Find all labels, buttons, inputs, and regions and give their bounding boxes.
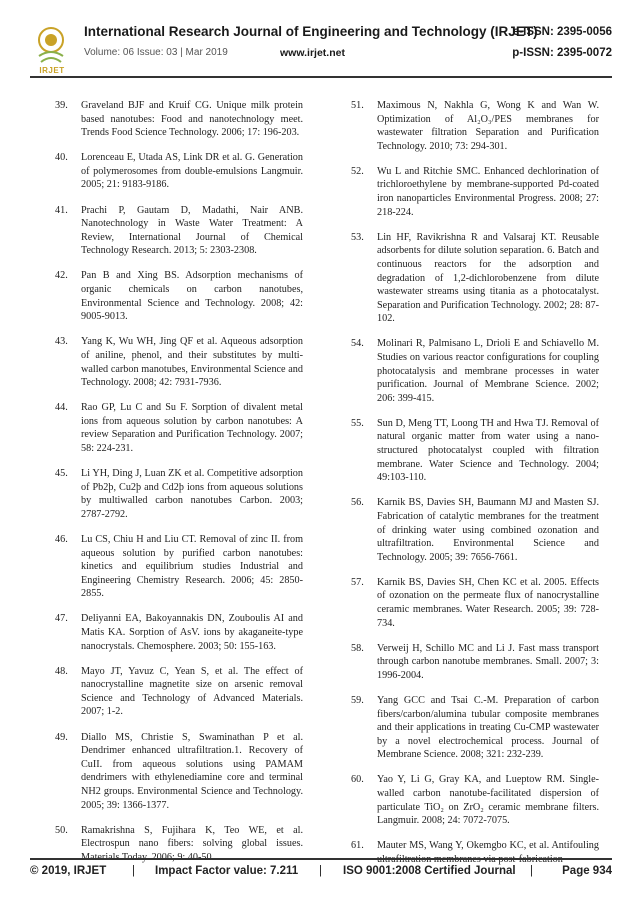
reference-number: 44. [55, 402, 68, 414]
journal-title: International Research Journal of Engineering and Technology (IRJET) [84, 24, 538, 39]
reference-item [351, 839, 599, 866]
reference-text: Rao GP, Lu C and Su F. Sorption of divalent metal ions from aqueous solution by carbon nanotubes: A review Separation and Purification Technology. 2007; 58: 224-231. [81, 402, 303, 454]
reference-item [55, 612, 303, 653]
footer-separator: | [530, 865, 533, 877]
reference-number: 39. [55, 100, 68, 111]
reference-text: Graveland BJF and Kruif CG. Unique milk protein based nanotubes: Food and nanotechnology meet. Trends Food Science Technology. 2006; 17: 196-203. [81, 100, 303, 139]
reference-number: 52. [351, 165, 364, 177]
irjet-logo-icon [36, 26, 66, 66]
reference-item [351, 496, 599, 564]
footer-divider [30, 858, 612, 860]
reference-text: Karnik BS, Davies SH, Baumann MJ and Masten SJ. Fabrication of catalytic membranes for the treatment of drinking water using combined ozonation and ultrafiltration. Environmental Science and Technology. 2005; 39: 7656-7661. [377, 497, 599, 563]
reference-number: 57. [351, 576, 364, 588]
reference-text: Pan B and Xing BS. Adsorption mechanisms of organic chemicals on carbon nanotubes, Environmental Science and Technology. 2008; 42: 9005-9013. [81, 270, 303, 323]
reference-text: Prachi P, Gautam D, Madathi, Nair ANB. Nanotechnology in Waste Water Treatment: A Review, International Journal of Chemical Technology Research. 2013; 5: 2303-2308. [81, 204, 303, 257]
reference-text: Wu L and Ritchie SMC. Enhanced dechlorination of trichloroethylene by membrane-supported Pd-coated iron nanoparticles Environmental Progress. 2008; 27: 218-224. [377, 165, 599, 218]
e-issn: e-ISSN: 2395-0056 [512, 26, 612, 38]
reference-text: Yang GCC and Tsai C.-M. Preparation of carbon fibers/carbon/alumina tubular composite membranes and their applications in treating Cu-CMP wastewater by a novel electrochemical process. Journal of Membrane Science. 2008; 321: 232-239. [377, 694, 599, 761]
reference-number: 47. [55, 613, 68, 625]
page-footer [30, 865, 612, 885]
reference-text: Karnik BS, Davies SH, Chen KC et al. 2005. Effects of ozonation on the permeate flux of nanocrystalline ceramic membranes. Water Research. 2005; 39: 728-734. [377, 576, 599, 629]
reference-number: 40. [55, 152, 68, 164]
references-column-right [351, 99, 599, 878]
reference-item [55, 335, 303, 389]
page-header [30, 18, 612, 82]
reference-item [55, 269, 303, 323]
reference-text: Maximous N, Nakhla G, Wong K and Wan W. Optimization of Al₂O₃/PES membranes for wastewater filtration Separation and Purification Technology. 2010; 73: 294-301. [377, 100, 599, 152]
reference-item [55, 204, 303, 258]
reference-item [55, 533, 303, 601]
reference-text: Verweij H, Schillo MC and Li J. Fast mass transport through carbon nanotube membranes. Small. 2007; 3: 1996-2004. [377, 642, 599, 681]
reference-text: Lorenceau E, Utada AS, Link DR et al. G. Generation of polymerosomes from double-emulsions Langmuir. 2005; 21: 9183-9186. [81, 152, 303, 191]
reference-text: Lin HF, Ravikrishna R and Valsaraj KT. Reusable adsorbents for dilute solution separation. 6. Batch and continuous reactors for the adsorption and degradation of 1,2-dichlorobenzene from dilute wastewater streams using titania as a photocatalyst. Separation and Purification Technology. 2002; 28: 87-102. [377, 231, 599, 325]
reference-text: Mauter MS, Wang Y, Okemgbo KC, et al. Antifouling [377, 840, 599, 852]
footer-iso: ISO 9001:2008 Certified Journal [343, 865, 516, 877]
reference-number: 41. [55, 204, 68, 216]
reference-text: Diallo MS, Christie S, Swaminathan P et al. Dendrimer enhanced ultrafiltration.1. Recovery of CuII. from aqueous solutions using PAMAM dendrimers with ethylenediamine core and terminal NH2 groups. Environmental Science and Technology. 2005; 39: 1366-1377. [81, 731, 303, 811]
reference-text: Lu CS, Chiu H and Liu CT. Removal of zinc II. from aqueous solution by purified carbon nanotubes: kinetics and equilibrium studies Industrial and Engineering Chemistry Research. 2006; 45: 2850-2855. [81, 533, 303, 600]
reference-text: Ramakrishna S, Fujihara K, Teo WE, et al. Electrospun nano fibers: solving global issues. [81, 824, 303, 850]
reference-text: Yao Y, Li G, Gray KA, and Lueptow RM. Single-walled carbon nanotube-facilitated dispersion of particulate TiO₂ on ZrO₂ ceramic membrane filters. Langmuir. 2008; 24: 7072-7075. [377, 774, 599, 827]
reference-number: 49. [55, 731, 68, 743]
reference-item [55, 467, 303, 521]
volume-issue: Volume: 06 Issue: 03 | Mar 2019 [84, 47, 228, 58]
footer-separator: | [319, 865, 322, 877]
header-divider [30, 76, 612, 78]
reference-number: 51. [351, 100, 364, 111]
journal-website-link[interactable]: www.irjet.net [280, 47, 345, 59]
reference-number: 60. [351, 774, 364, 786]
reference-item [55, 151, 303, 192]
references-column-left [55, 99, 303, 876]
reference-number: 54. [351, 338, 364, 350]
reference-item [351, 694, 599, 762]
p-issn: p-ISSN: 2395-0072 [512, 47, 612, 59]
reference-text: Li YH, Ding J, Luan ZK et al. Competitive adsorption of Pb2þ, Cu2þ and Cd2þ ions from aqueous solutions by multiwalled carbon nanotubes Carbon. 2003; 2787-2792. [81, 468, 303, 520]
reference-text: Yang K, Wu WH, Jing QF et al. Aqueous adsorption of aniline, phenol, and their substitutes by multi-walled carbon manotubes, Environmental Science and Technology. 2008; 42: 7931-7936. [81, 336, 303, 389]
reference-number: 42. [55, 270, 68, 282]
reference-item [351, 231, 599, 326]
reference-item [351, 576, 599, 630]
reference-item [351, 99, 599, 153]
reference-number: 53. [351, 231, 364, 243]
footer-separator: | [132, 865, 135, 877]
reference-text: Mayo JT, Yavuz C, Yean S, et al. The effect of nanocrystalline magnetite size on arsenic removal Science and Technology of Advanced Materials. 2007; 1-2. [81, 665, 303, 718]
reference-text: Sun D, Meng TT, Loong TH and Hwa TJ. Removal of natural organic matter from water using a nano-structured photocatalyst coupled with filtration membrane. Water Science and Technology. 2004; 49:103-110. [377, 417, 599, 484]
footer-impact-factor: Impact Factor value: 7.211 [155, 865, 299, 877]
reference-number: 58. [351, 642, 364, 654]
reference-item [55, 665, 303, 719]
reference-item [351, 165, 599, 219]
reference-item [351, 337, 599, 405]
reference-item [55, 731, 303, 813]
reference-text: Deliyanni EA, Bakoyannakis DN, Zouboulis AI and Matis KA. Sorption of AsV. ions by akaganeite-type nanocrystals. Chemosphere. 2003; 50: 155-163. [81, 613, 303, 652]
reference-item [351, 417, 599, 485]
page-number: Page 934 [562, 865, 612, 877]
footer-copyright: © 2019, IRJET [30, 865, 107, 877]
reference-item [351, 773, 599, 827]
reference-number: 59. [351, 694, 364, 706]
reference-number: 43. [55, 336, 68, 348]
reference-number: 61. [351, 840, 364, 852]
reference-text: Molinari R, Palmisano L, Drioli E and Schiavello M. Studies on various reactor configurations for coupling photocatalysis and membrane processes in water purification. Journal of Membrane Science. 2002; 206: 399-415. [377, 338, 599, 404]
reference-item [55, 401, 303, 455]
reference-number: 45. [55, 468, 68, 480]
reference-number: 50. [55, 824, 68, 836]
reference-number: 55. [351, 417, 364, 429]
reference-number: 46. [55, 533, 68, 545]
reference-item [55, 99, 303, 140]
logo-text: IRJET [39, 66, 65, 75]
reference-number: 48. [55, 665, 68, 677]
reference-item [351, 642, 599, 683]
reference-number: 56. [351, 497, 364, 509]
